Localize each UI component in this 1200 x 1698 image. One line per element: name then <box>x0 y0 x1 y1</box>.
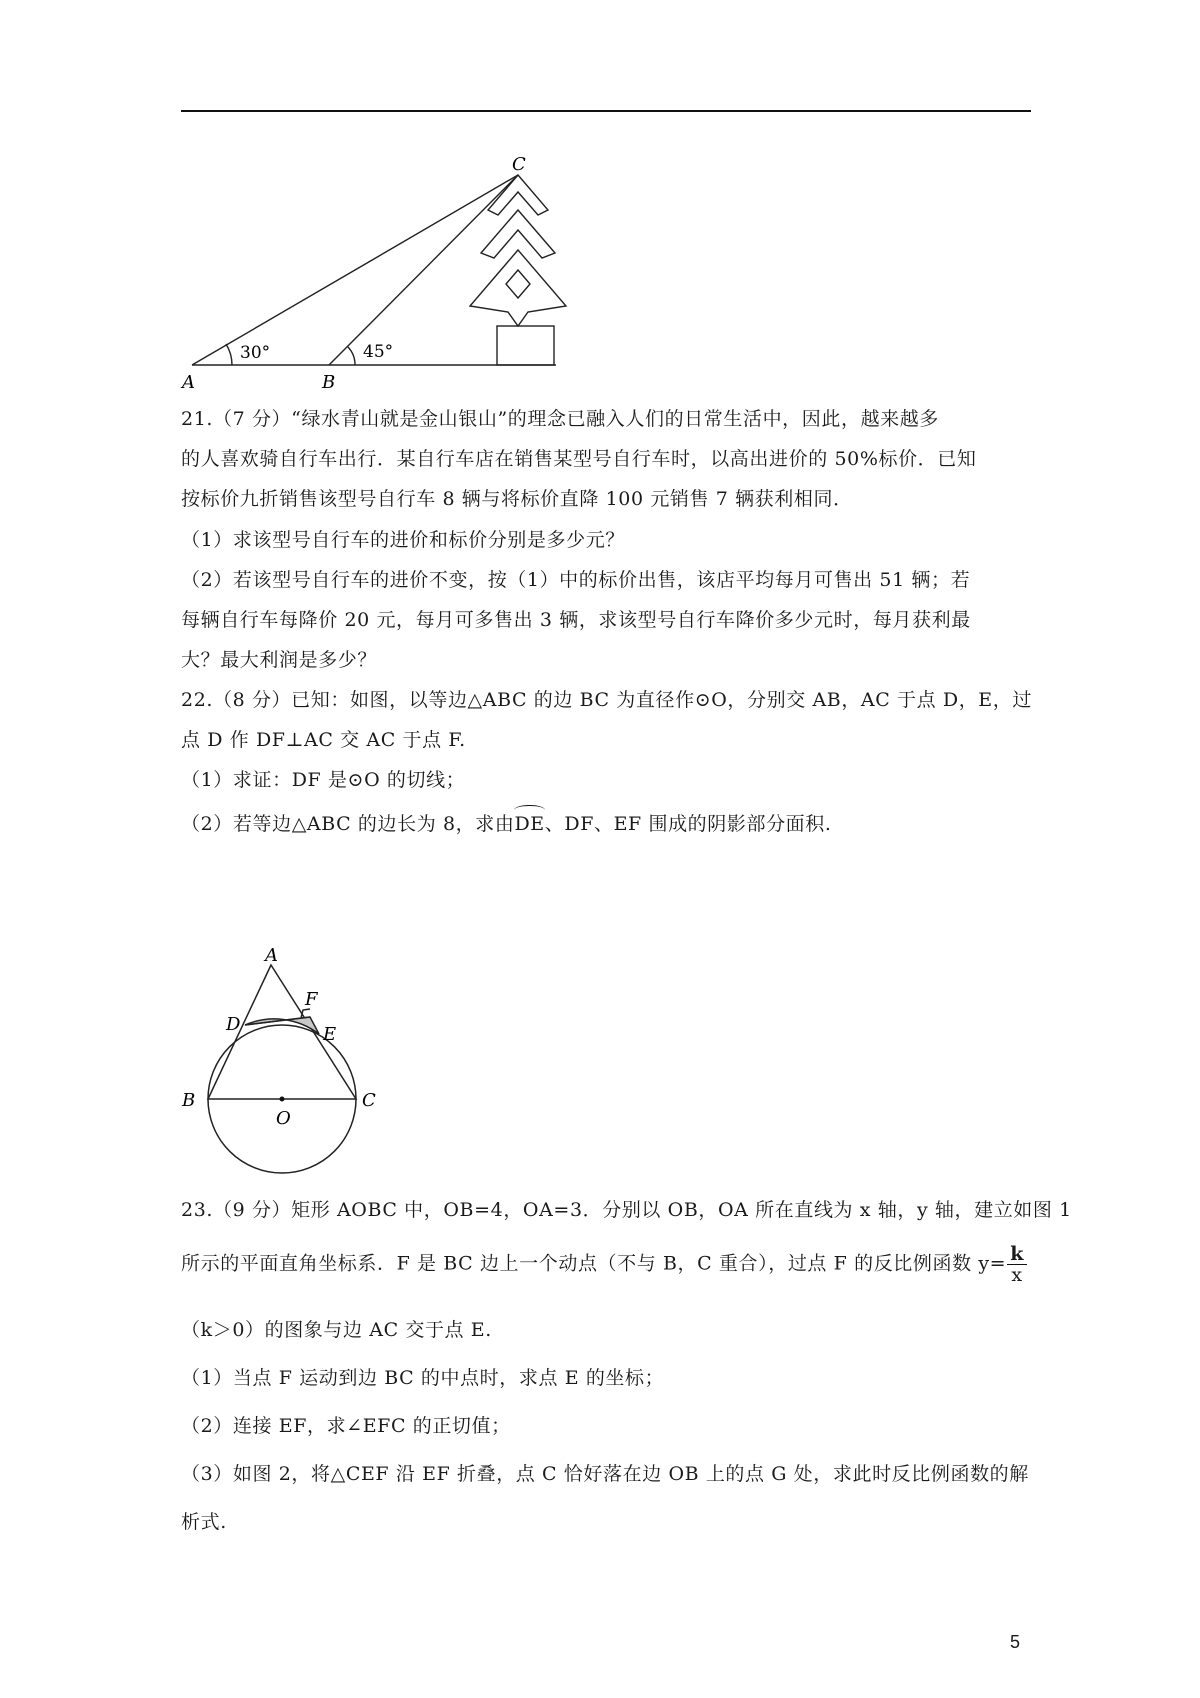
label-a: A <box>182 372 195 390</box>
figure-elevation-diagram <box>170 150 590 390</box>
q23-line1: 23.（9 分）矩形 AOBC 中，OB=4，OA=3．分别以 OB，OA 所在直线为 x 轴，y 轴，建立如图 1 <box>181 1199 1072 1221</box>
q21-sub2-line1: （2）若该型号自行车的进价不变，按（1）中的标价出售，该店平均每月可售出 51 辆；若 <box>181 569 971 591</box>
label-c: C <box>512 154 526 175</box>
figure-circle-triangle <box>175 945 395 1175</box>
label-d: D <box>226 1014 241 1035</box>
q21-line3: 按标价九折销售该型号自行车 8 辆与将标价直降 100 元销售 7 辆获利相同． <box>181 488 853 510</box>
q23-sub2: （2）连接 EF，求∠EFC 的正切值； <box>181 1415 511 1437</box>
line-bc <box>329 175 518 365</box>
arc-de-label: DE <box>514 810 544 838</box>
angle-label-a: 30° <box>240 343 271 363</box>
center-o-dot <box>280 1097 285 1102</box>
q23-sub1: （1）当点 F 运动到边 BC 的中点时，求点 E 的坐标； <box>181 1367 665 1389</box>
fraction-denominator: x <box>1011 1264 1023 1286</box>
q23-line2 <box>181 1244 1031 1285</box>
angle-label-b: 45° <box>363 342 394 362</box>
q21-line1: 21.（7 分）“绿水青山就是金山银山”的理念已融入人们的日常生活中，因此，越来越多 <box>181 408 939 430</box>
q22-line1: 22.（8 分）已知：如图，以等边△ABC 的边 BC 为直径作⊙O，分别交 AB，AC 于点 D，E，过 <box>181 689 1032 711</box>
q22-sub2-pre: （2）若等边△ABC 的边长为 8，求由 <box>181 813 515 835</box>
line-ac <box>192 175 518 365</box>
label-b: B <box>182 1090 196 1111</box>
q22-sub2-post: 、DF、EF 围成的阴影部分面积. <box>544 813 832 835</box>
fraction-numerator: k <box>1007 1244 1027 1265</box>
q22-sub1: （1）求证：DF 是⊙O 的切线； <box>181 769 466 791</box>
monument-base <box>497 326 554 365</box>
label-b: B <box>322 372 336 390</box>
q21-sub2-line2: 每辆自行车每降价 20 元，每月可多售出 3 辆，求该型号自行车降价多少元时，每月获利最 <box>181 609 971 631</box>
label-a: A <box>265 945 278 966</box>
q22-line2: 点 D 作 DF⊥AC 交 AC 于点 F. <box>181 729 466 751</box>
fraction-k-over-x <box>1007 1244 1027 1285</box>
q22-sub2 <box>181 810 1031 838</box>
angle-arc-a <box>226 344 232 365</box>
q23-line2-text: 所示的平面直角坐标系．F 是 BC 边上一个动点（不与 B，C 重合），过点 F 的反比例函数 y= <box>181 1252 1007 1275</box>
q23-line3: （k＞0）的图象与边 AC 交于点 E. <box>181 1319 492 1341</box>
q23-sub3-line2: 析式. <box>181 1511 227 1533</box>
header-rule <box>181 110 1031 112</box>
q21-line2: 的人喜欢骑自行车出行．某自行车店在销售某型号自行车时，以高出进价的 50%标价．已知 <box>181 448 977 470</box>
label-c: C <box>362 1090 376 1111</box>
page-number: 5 <box>1010 1632 1021 1652</box>
label-e: E <box>323 1024 337 1045</box>
q23-sub3-line1: （3）如图 2，将△CEF 沿 EF 折叠，点 C 恰好落在边 OB 上的点 G 处，求此时反比例函数的解 <box>181 1463 1029 1485</box>
label-f: F <box>305 989 318 1010</box>
angle-arc-b <box>348 347 355 365</box>
q21-sub2-line3: 大？最大利润是多少？ <box>181 649 378 671</box>
label-o: O <box>276 1108 291 1129</box>
monument-body <box>470 175 566 326</box>
q21-sub1: （1）求该型号自行车的进价和标价分别是多少元？ <box>181 529 625 551</box>
